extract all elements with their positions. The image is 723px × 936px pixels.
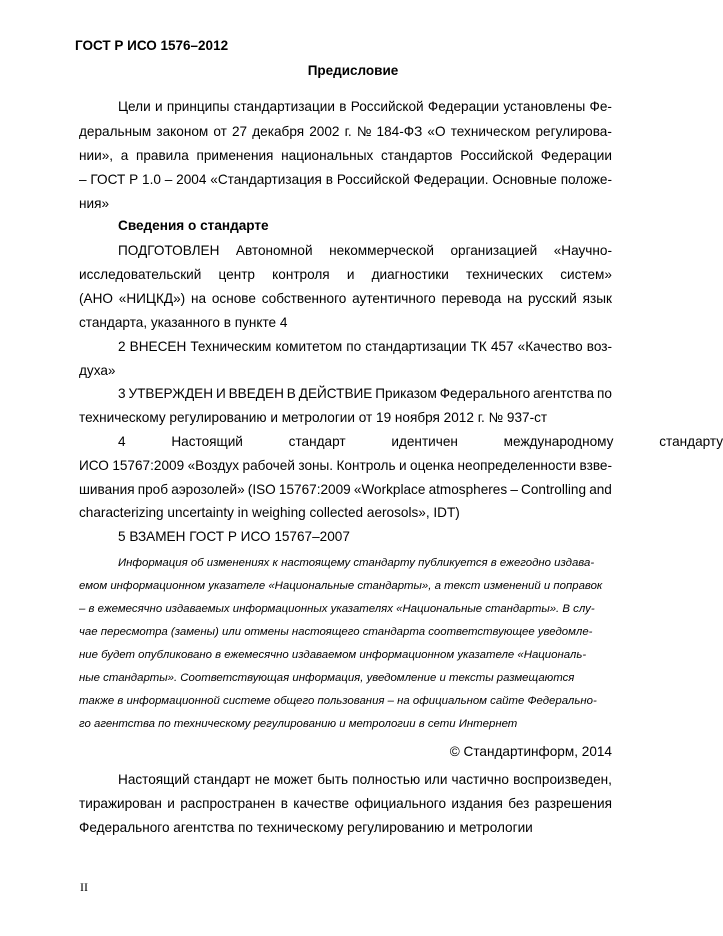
item1-line: исследовательский центр контроля и диагностики технических систем»	[79, 267, 612, 282]
notice-line: го агентства по техническому регулированию и метрологии в сети Интернет	[79, 718, 518, 730]
document-code-header: ГОСТ Р ИСО 1576–2012	[75, 38, 229, 53]
item1-line: стандарта, указанного в пункте 4	[79, 315, 288, 330]
item4-line: characterizing uncertainty in weighing collected aerosols», IDT)	[79, 505, 460, 520]
info-heading: Сведения о стандарте	[118, 218, 269, 233]
notice-line: также в информационной системе общего пользования – на официальном сайте Федерально-	[79, 695, 597, 707]
notice-line: емом информационном указателе «Национальные стандарты», а текст изменений и поправок	[79, 580, 603, 592]
notice-line: чае пересмотра (замены) или отмены настоящего стандарта соответствующее уведомле-	[79, 626, 593, 638]
notice-line: Информация об изменениях к настоящему стандарту публикуется в ежегодно издава-	[118, 557, 595, 569]
preface-line: Цели и принципы стандартизации в Российской Федерации установлены Фе-	[118, 99, 612, 114]
item4-line: шивания проб аэрозолей» (ISO 15767:2009 «Workplace atmospheres – Controlling and	[79, 482, 612, 497]
page-number: II	[80, 880, 88, 894]
item4-line: 4 Настоящий стандарт идентичен международному стандарту	[118, 434, 723, 449]
item2-line: духа»	[79, 363, 116, 378]
reproduction-line: Настоящий стандарт не может быть полностью или частично воспроизведен,	[118, 772, 612, 787]
notice-line: ные стандарты». Соответствующая информация, уведомление и тексты размещаются	[79, 672, 575, 684]
notice-line: – в ежемесячно издаваемых информационных указателях «Национальные стандарты». В слу-	[79, 603, 595, 615]
item2-line: 2 ВНЕСЕН Техническим комитетом по стандартизации ТК 457 «Качество воз-	[118, 339, 612, 354]
notice-line: ние будет опубликовано в ежемесячно издаваемом информационном указателе «Националь-	[79, 649, 587, 661]
section-title: Предисловие	[307, 63, 399, 78]
item1-line: ПОДГОТОВЛЕН Автономной некоммерческой организацией «Научно-	[118, 243, 612, 258]
item3-line: техническому регулированию и метрологии от 19 ноября 2012 г. № 937-ст	[79, 410, 548, 425]
reproduction-line: Федерального агентства по техническому регулированию и метрологии	[79, 820, 533, 835]
item3-line: 3 УТВЕРЖДЕН И ВВЕДЕН В ДЕЙСТВИЕ Приказом Федерального агентства по	[118, 386, 612, 401]
preface-line: нии», а правила применения национальных стандартов Российской Федерации	[79, 148, 612, 163]
preface-line: ния»	[79, 196, 110, 211]
item4-line: ИСО 15767:2009 «Воздух рабочей зоны. Контроль и оценка неопределенности взве-	[79, 458, 612, 473]
item5-line: 5 ВЗАМЕН ГОСТ Р ИСО 15767–2007	[118, 529, 350, 544]
reproduction-line: тиражирован и распространен в качестве официального издания без разрешения	[79, 796, 612, 811]
item1-line: (АНО «НИЦКД») на основе собственного аутентичного перевода на русский язык	[79, 291, 612, 306]
preface-line: – ГОСТ Р 1.0 – 2004 «Стандартизация в Российской Федерации. Основные положе-	[79, 172, 612, 187]
preface-line: деральным законом от 27 декабря 2002 г. № 184-ФЗ «О техническом регулирова-	[79, 124, 612, 139]
copyright: © Стандартинформ, 2014	[449, 744, 612, 759]
